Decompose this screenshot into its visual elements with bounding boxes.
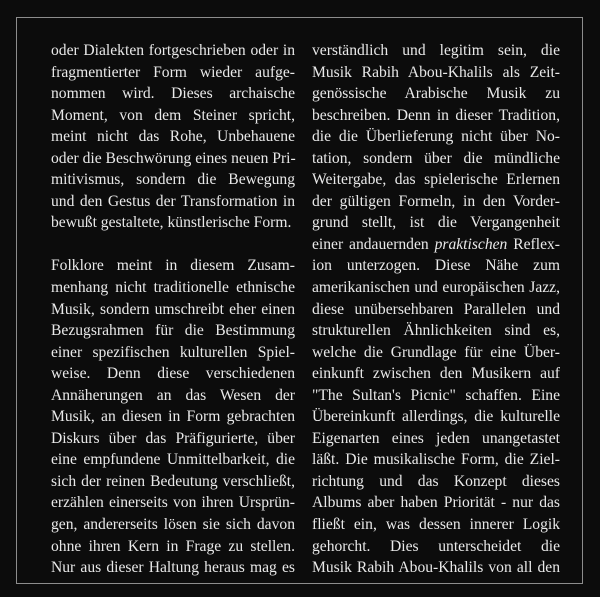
text-line: oder die Beschwörung eines neuen Pri- [51, 149, 296, 167]
text-line: eine empfundene Unmittelbarkeit, die [51, 451, 295, 469]
text-line: nommen wird. Dieses archaische [51, 85, 295, 103]
text-line: Musik, sondern umschreibt eher einen [51, 300, 295, 318]
text-fragment: Reflex- [507, 235, 560, 253]
text-line: Musik Rabih Abou-Khalils von all den [312, 559, 560, 577]
text-line: Moment, von dem Steiner spricht, [51, 106, 295, 124]
text-line: sich der reinen Bedeutung verschließt, [51, 472, 295, 490]
paragraph-2 [51, 255, 295, 578]
text-line: weise. Denn diese verschiedenen [51, 365, 295, 383]
text-line: Albums aber haben Priorität - nur das [312, 494, 560, 512]
text-line: fließt ein, was dessen innerer Logik [312, 516, 560, 534]
text-line: fragmentierter Form wieder aufge- [51, 63, 295, 81]
paragraph-1 [51, 40, 295, 234]
text-line: der gültigen Formeln, in den Vorder- [312, 192, 560, 210]
text-line: Weitergabe, das spielerische Erlernen [312, 171, 560, 189]
text-line: läßt. Die musikalische Form, die Ziel- [312, 451, 560, 469]
text-line: richtung und das Konzept dieses [312, 472, 560, 490]
text-line: oder Dialekten fortgeschrieben oder in [51, 42, 295, 59]
text-line: Übereinkunft allerdings, die kulturelle [312, 408, 560, 426]
text-line: Annäherungen an das Wesen der [51, 386, 295, 404]
text-line: beschreiben. Denn in dieser Tradition, [312, 106, 560, 124]
text-line: menhang nicht traditionelle ethnische [51, 279, 295, 297]
emphasis-word: praktischen [434, 235, 508, 253]
text-line: mitivismus, sondern die Bewegung [51, 171, 295, 189]
text-line: verständlich und legitim sein, die [312, 42, 560, 59]
text-line: einer spezifischen kulturellen Spiel- [51, 343, 295, 361]
text-line: Bezugsrahmen für die Bestimmung [51, 322, 295, 340]
text-line: einkunft zwischen den Musikern auf [312, 365, 560, 383]
text-line: erzählen einerseits von ihren Ursprün- [51, 494, 295, 512]
text-line-with-emphasis [312, 234, 560, 256]
text-line: Diskurs über das Präfigurierte, über [51, 429, 295, 447]
text-line: grund stellt, ist die Vergangenheit [312, 214, 560, 232]
text-line: und den Gestus der Transformation in [51, 192, 295, 210]
text-line: strukturellen Ähnlichkeiten sind es, [312, 322, 560, 340]
text-line: meint nicht das Rohe, Unbehauene [51, 128, 295, 146]
text-line: die die Überlieferung nicht über No- [312, 128, 560, 146]
paragraph-gap [51, 234, 295, 256]
text-line: ohne ihren Kern in Frage zu stellen. [51, 537, 295, 555]
text-line: welche die Grundlage für eine Über- [312, 343, 560, 361]
text-line: gen, andererseits lösen sie sich davon [51, 516, 295, 534]
text-line: ion unterzogen. Diese Nähe zum [312, 257, 560, 275]
text-line: tation, sondern über die mündliche [312, 149, 560, 167]
text-line: amerikanischen und europäischen Jazz, [312, 279, 560, 297]
text-line: "The Sultan's Picnic" schaffen. Eine [312, 386, 560, 404]
text-line: gehorcht. Dies unterscheidet die [312, 537, 560, 555]
right-column [312, 40, 560, 579]
left-column [51, 40, 295, 579]
text-line: genössische Arabische Musik zu [312, 85, 560, 103]
text-line: Musik Rabih Abou-Khalils als Zeit- [312, 63, 560, 81]
text-line: Folklore meint in diesem Zusam- [51, 257, 295, 275]
text-fragment: einer andauernden [312, 235, 435, 253]
text-line: Eigenarten eines jeden unangetastet [312, 429, 560, 447]
text-line: bewußt gestaltete, künstlerische Form. [51, 214, 292, 232]
text-line: diese unübersehbaren Parallelen und [312, 300, 560, 318]
text-line: Nur aus dieser Haltung heraus mag es [51, 559, 295, 577]
text-line: Musik, an diesen in Form gebrachten [51, 408, 295, 426]
